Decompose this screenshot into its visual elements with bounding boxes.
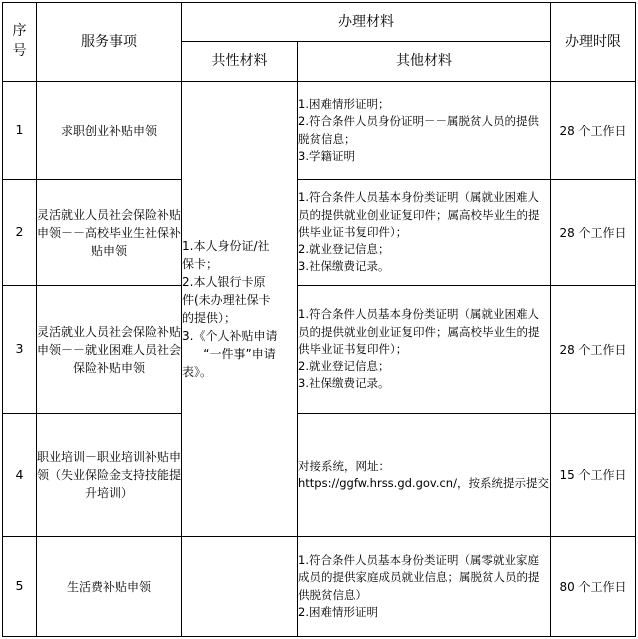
header-other-materials: 其他材料: [298, 42, 551, 82]
row-number: 1: [3, 82, 37, 180]
other-materials-line: 1.符合条件人员基本身份类证明（属就业困难人员的提供就业创业证复印件；属高校毕业生的提供毕业证书复印件）；: [298, 307, 540, 356]
common-materials-line: 2.本人银行卡原: [182, 275, 266, 289]
row-number: 4: [3, 414, 37, 537]
time-limit: 28 个工作日: [551, 180, 636, 286]
header-row-1: [3, 3, 636, 42]
service-item-name: 灵活就业人员社会保险补贴申领－－就业困难人员社会保险补贴申领: [37, 286, 182, 414]
service-item-name: 职业培训－职业培训补贴申领（失业保险金支持技能提升培训）: [37, 414, 182, 537]
common-materials-line: 的提供）；: [182, 311, 237, 325]
other-materials-cell: [298, 286, 551, 414]
other-materials-line: 2.就业登记信息；: [298, 359, 390, 374]
service-table: [2, 2, 636, 637]
other-materials-cell: [298, 82, 551, 180]
other-materials-line: 3.社保缴费记录。: [298, 259, 390, 274]
other-materials-cell: [298, 537, 551, 637]
header-materials: 办理材料: [182, 3, 551, 42]
table-row: [3, 82, 636, 180]
other-materials-cell: [298, 414, 551, 537]
other-materials-line: 对接系统，网址：: [298, 458, 390, 473]
table-row: [3, 537, 636, 637]
table-row: [3, 180, 636, 286]
other-materials-line: 1.符合条件人员基本身份类证明（属就业困难人员的提供就业创业证复印件；属高校毕业生的提供毕业证书复印件）；: [298, 190, 540, 239]
other-materials-line: 3.学籍证明: [298, 148, 355, 163]
other-materials-line: 2.就业登记信息；: [298, 242, 390, 257]
common-materials-line: 表》。: [182, 365, 213, 379]
empty-common-materials-cell: [182, 537, 298, 637]
common-materials-line: 1.本人身份证/社: [182, 239, 270, 253]
row-number: 3: [3, 286, 37, 414]
other-materials-line: 2.困难情形证明: [298, 604, 378, 619]
header-common-materials: 共性材料: [182, 42, 298, 82]
table-row: [3, 414, 636, 537]
row-number: 5: [3, 537, 37, 637]
table-row: [3, 286, 636, 414]
other-materials-cell: [298, 180, 551, 286]
service-item-name: 灵活就业人员社会保险补贴申领－－高校毕业生社保补贴申领: [37, 180, 182, 286]
common-materials-cell: [182, 82, 298, 537]
time-limit: 15 个工作日: [551, 414, 636, 537]
other-materials-line: 1.符合条件人员基本身份类证明（属零就业家庭成员的提供家庭成员就业信息；属脱贫人员的提供脱贫信息）: [298, 553, 540, 602]
time-limit: 28 个工作日: [551, 286, 636, 414]
common-materials-line: 3.《个人补贴申请: [182, 329, 278, 343]
service-item-name: 生活费补贴申领: [37, 537, 182, 637]
other-materials-line: 1.困难情形证明；: [298, 97, 390, 111]
header-service-item: 服务事项: [37, 3, 182, 82]
time-limit: 80 个工作日: [551, 537, 636, 637]
service-item-name: 求职创业补贴申领: [37, 82, 182, 180]
row-number: 2: [3, 180, 37, 286]
other-materials-link[interactable]: https://ggfw.hrss.gd.gov.cn/，按系统提示提交: [298, 476, 549, 490]
header-seq: 序号: [3, 3, 37, 82]
common-materials-line: 保卡；: [182, 257, 219, 271]
common-materials-line: 件(未办理社保卡: [182, 293, 271, 307]
common-materials-line: “一件事”申请: [203, 347, 276, 361]
other-materials-line: 2.符合条件人员身份证明－－属脱贫人员的提供脱贫信息；: [298, 114, 539, 146]
header-time-limit: 办理时限: [551, 3, 636, 82]
other-materials-line: 3.社保缴费记录。: [298, 376, 390, 391]
time-limit: 28 个工作日: [551, 82, 636, 180]
